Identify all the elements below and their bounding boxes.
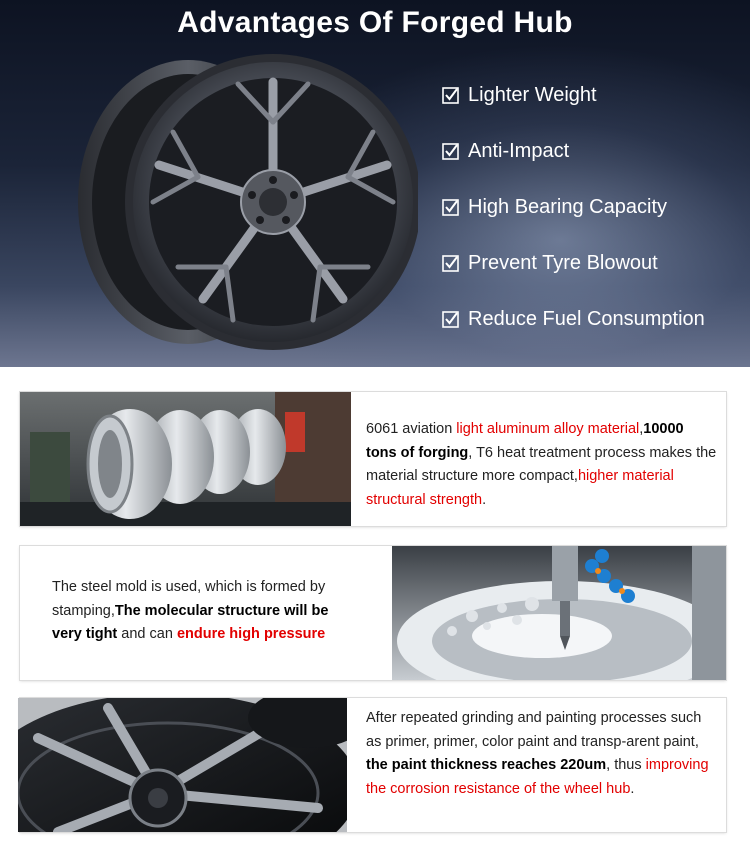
text-segment: , <box>639 421 644 437</box>
feature-label: Prevent Tyre Blowout <box>468 252 658 274</box>
text-segment: 6061 aviation <box>366 421 457 437</box>
checkbox-check-icon <box>442 199 459 216</box>
feature-label: Reduce Fuel Consumption <box>468 308 705 330</box>
text-segment: , thus <box>606 757 646 773</box>
text-highlight-red: light aluminum alloy material <box>456 421 640 437</box>
hero-banner <box>0 0 750 367</box>
text-highlight-red: higher material structural strength <box>366 468 674 508</box>
checkbox-check-icon <box>442 87 459 104</box>
text-highlight-bold: 10000 tons of forging <box>366 421 684 461</box>
feature-label: High Bearing Capacity <box>468 196 667 218</box>
feature-item <box>442 308 742 364</box>
section-description <box>366 418 718 512</box>
steel-mold-section <box>20 546 726 680</box>
feature-list <box>442 84 742 364</box>
text-segment: The steel mold is used, which is formed by stamping, <box>52 579 326 619</box>
section-description <box>366 707 718 801</box>
text-highlight-bold: the paint thickness reaches 220um <box>366 757 607 773</box>
feature-label: Lighter Weight <box>468 84 597 106</box>
aluminum-blank-photo <box>20 392 351 526</box>
text-highlight-bold: The molecular structure will be very tight <box>52 602 329 642</box>
forged-wheel-image <box>68 52 418 362</box>
feature-item <box>442 252 742 308</box>
wheel-spoke-closeup-photo <box>18 698 347 832</box>
feature-label: Anti-Impact <box>468 140 570 162</box>
text-segment: , T6 heat treatment process makes the material structure more compact, <box>366 444 717 484</box>
section-description <box>52 576 362 647</box>
text-highlight-red: endure high pressure <box>176 626 326 642</box>
hero-title: Advantages Of Forged Hub <box>177 6 573 39</box>
checkbox-check-icon <box>442 143 459 160</box>
feature-item <box>442 84 742 140</box>
text-highlight-red: improving the corrosion resistance of the wheel hub <box>366 757 709 797</box>
cnc-machining-photo <box>392 546 726 680</box>
paint-coating-section <box>20 698 726 832</box>
text-segment: . <box>630 780 635 797</box>
aluminum-forging-section <box>20 392 726 526</box>
feature-item <box>442 196 742 252</box>
text-segment: and can <box>117 626 177 642</box>
checkbox-check-icon <box>442 255 459 272</box>
feature-item <box>442 140 742 196</box>
checkbox-check-icon <box>442 311 459 328</box>
text-segment: After repeated grinding and painting processes such as primer, primer, color paint and transp-arent paint, <box>366 710 702 750</box>
text-segment: . <box>482 491 487 508</box>
